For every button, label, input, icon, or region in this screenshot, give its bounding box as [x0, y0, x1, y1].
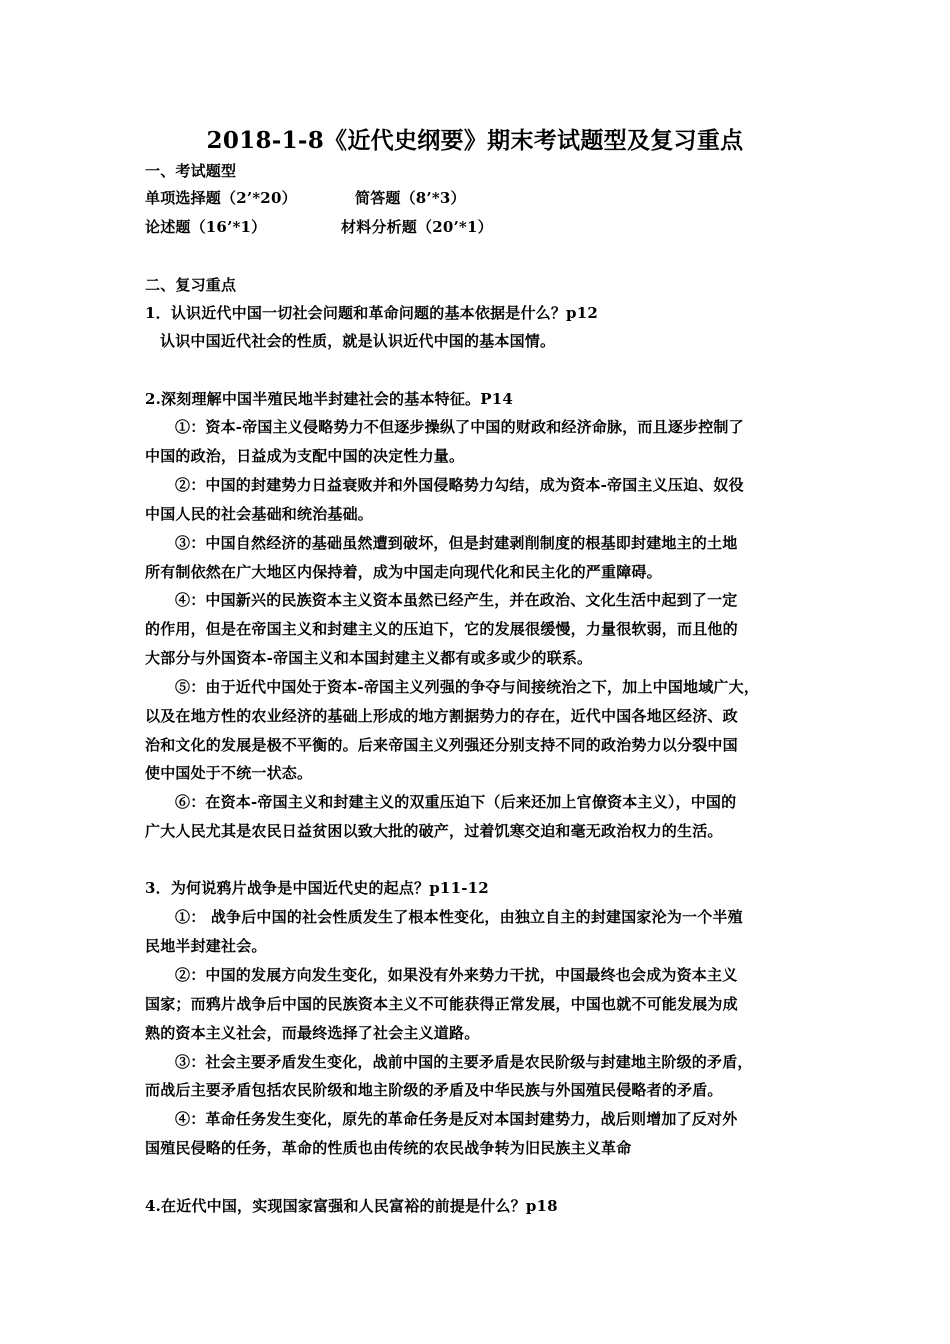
question-3: 3．为何说鸦片战争是中国近代史的起点？p11-12: [145, 879, 489, 897]
q3-line: 民地半封建社会。: [145, 937, 267, 955]
q2-line: 广大人民尤其是农民日益贫困以致大批的破产，过着饥寒交迫和毫无政治权力的生活。: [145, 822, 723, 840]
q3-line: 而战后主要矛盾包括农民阶级和地主阶级的矛盾及中华民族与外国殖民侵略者的矛盾。: [145, 1081, 723, 1099]
answer-1: 认识中国近代社会的性质，就是认识近代中国的基本国情。: [160, 332, 556, 350]
essay-type: 论述题（16’*1）: [145, 218, 267, 236]
q2-line: ④：中国新兴的民族资本主义资本虽然已经产生，并在政治、文化生活中起到了一定: [175, 591, 738, 609]
q2-line: 以及在地方性的农业经济的基础上形成的地方割据势力的存在，近代中国各地区经济、政: [145, 707, 738, 725]
q2-line: ②：中国的封建势力日益衰败并和外国侵略势力勾结，成为资本-帝国主义压迫、奴役: [175, 476, 744, 494]
q2-line: 所有制依然在广大地区内保持着，成为中国走向现代化和民主化的严重障碍。: [145, 563, 662, 581]
q2-line: 治和文化的发展是极不平衡的。后来帝国主义列强还分别支持不同的政治势力以分裂中国: [145, 736, 738, 754]
q3-line: 熟的资本主义社会，而最终选择了社会主义道路。: [145, 1024, 480, 1042]
question-1: 1．认识近代中国一切社会问题和革命问题的基本依据是什么？p12: [145, 304, 599, 322]
section1-heading: 一、考试题型: [145, 162, 237, 180]
q2-line: ⑥：在资本-帝国主义和封建主义的双重压迫下（后来还加上官僚资本主义），中国的: [175, 793, 737, 811]
section2-heading: 二、复习重点: [145, 276, 237, 294]
q2-line: 大部分与外国资本-帝国主义和本国封建主义都有或多或少的联系。: [145, 649, 593, 667]
q2-line: 使中国处于不统一状态。: [145, 764, 313, 782]
q3-line: ③：社会主要矛盾发生变化，战前中国的主要矛盾是农民阶级与封建地主阶级的矛盾，: [175, 1053, 753, 1071]
q3-line: 国家；而鸦片战争后中国的民族资本主义不可能获得正常发展，中国也就不可能发展为成: [145, 995, 738, 1013]
q2-line: 中国人民的社会基础和统治基础。: [145, 505, 374, 523]
question-4: 4.在近代中国，实现国家富强和人民富裕的前提是什么？p18: [145, 1197, 558, 1215]
q2-line: 中国的政治，日益成为支配中国的决定性力量。: [145, 447, 465, 465]
q3-line: 国殖民侵略的任务，革命的性质也由传统的农民战争转为旧民族主义革命: [145, 1139, 632, 1157]
short-answer-type: 简答题（8’*3）: [355, 189, 466, 207]
document-title: 2018-1-8《近代史纲要》期末考试题型及复习重点: [206, 127, 744, 154]
q3-line: ②：中国的发展方向发生变化，如果没有外来势力干扰，中国最终也会成为资本主义: [175, 966, 738, 984]
q3-line: ④：革命任务发生变化，原先的革命任务是反对本国封建势力，战后则增加了反对外: [175, 1110, 738, 1128]
q2-line: ①：资本-帝国主义侵略势力不但逐步操纵了中国的财政和经济命脉，而且逐步控制了: [175, 418, 744, 436]
material-analysis-type: 材料分析题（20’*1）: [341, 218, 493, 236]
q3-line: ①： 战争后中国的社会性质发生了根本性变化，由独立自主的封建国家沦为一个半殖: [175, 908, 743, 926]
question-2: 2.深刻理解中国半殖民地半封建社会的基本特征。P14: [145, 390, 514, 408]
q2-line: ③：中国自然经济的基础虽然遭到破坏，但是封建剥削制度的根基即封建地主的土地: [175, 534, 738, 552]
q2-line: 的作用，但是在帝国主义和封建主义的压迫下，它的发展很缓慢，力量很软弱，而且他的: [145, 620, 738, 638]
q2-line: ⑤：由于近代中国处于资本-帝国主义列强的争夺与间接统治之下，加上中国地域广大，: [175, 678, 760, 696]
single-choice-type: 单项选择题（2’*20）: [145, 189, 297, 207]
